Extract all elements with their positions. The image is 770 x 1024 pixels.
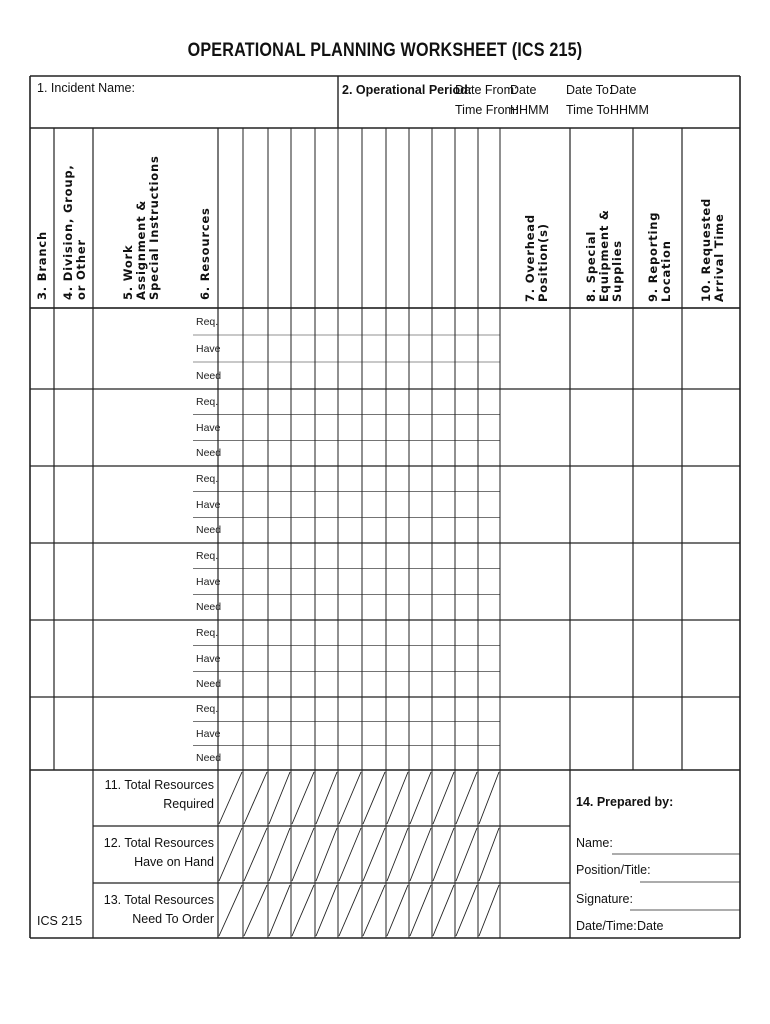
time-to-label: Time To: [566, 103, 614, 117]
prepared-name-field[interactable] [612, 836, 738, 854]
totals-slash [387, 885, 408, 936]
totals-slash [339, 828, 361, 881]
row-label-have: Have [196, 652, 221, 665]
time-from-field[interactable]: HHMM [510, 103, 549, 117]
prepared-position-label: Position/Title: [576, 863, 651, 877]
row-label-have: Have [196, 498, 221, 511]
column-header-arrival-time: 10. Requested Arrival Time [699, 197, 726, 302]
total-order-label: 13. Total Resources Need To Order [103, 893, 214, 926]
column-header-division: 4. Division, Group, or Other [61, 164, 88, 300]
prepared-datetime-field[interactable]: Date [637, 919, 664, 933]
row-label-req: Req. [196, 315, 219, 328]
row-label-have: Have [196, 421, 221, 434]
time-to-field[interactable]: HHMM [610, 103, 649, 117]
totals-slash [410, 828, 431, 881]
row-label-req: Req. [196, 395, 219, 408]
form-title: OPERATIONAL PLANNING WORKSHEET (ICS 215) [187, 40, 583, 61]
date-from-field[interactable]: Date [510, 83, 537, 97]
totals-slash [219, 772, 242, 824]
row-label-have: Have [196, 342, 221, 355]
row-label-have: Have [196, 575, 221, 588]
prepared-position-field[interactable] [640, 863, 738, 881]
totals-slash [339, 772, 361, 824]
total-required-label: 11. Total Resources Required [104, 778, 214, 811]
totals-slash [316, 772, 337, 824]
totals-slash [363, 772, 385, 824]
totals-slash [410, 772, 431, 824]
row-label-req: Req. [196, 703, 219, 716]
row-label-req: Req. [196, 549, 219, 562]
incident-name-field[interactable] [150, 78, 330, 96]
incident-name-label: 1. Incident Name: [37, 81, 135, 95]
prepared-signature-label: Signature: [576, 892, 633, 906]
row-label-need: Need [196, 369, 222, 382]
column-header-reporting: 9. Reporting Location [646, 211, 673, 302]
prepared-datetime-label: Date/Time: [576, 919, 637, 933]
totals-slash [244, 885, 267, 936]
column-header-resources: 6. Resources [198, 207, 212, 300]
row-label-need: Need [196, 601, 222, 614]
totals-slash [244, 828, 267, 881]
column-header-equipment: 8. Special Equipment & Supplies [584, 209, 624, 302]
date-to-label: Date To: [566, 83, 613, 97]
totals-slash [479, 828, 499, 881]
row-label-have: Have [196, 727, 221, 740]
totals-slash [219, 828, 242, 881]
row-label-need: Need [196, 678, 222, 691]
prepared-name-label: Name: [576, 836, 613, 850]
prepared-signature-field[interactable] [630, 892, 738, 910]
date-to-field[interactable]: Date [610, 83, 637, 97]
totals-slash [433, 885, 454, 936]
row-label-need: Need [196, 524, 222, 537]
totals-slash [433, 772, 454, 824]
totals-slash [363, 828, 385, 881]
totals-slash [269, 772, 290, 824]
totals-slash [244, 772, 267, 824]
totals-slash [269, 885, 290, 936]
totals-slash [456, 772, 477, 824]
totals-slash [316, 828, 337, 881]
totals-slash [363, 885, 385, 936]
totals-slash [316, 885, 337, 936]
row-label-req: Req. [196, 626, 219, 639]
time-from-label: Time From: [455, 103, 519, 117]
operational-period-label: 2. Operational Period: [342, 83, 472, 97]
prepared-by-heading: 14. Prepared by: [576, 795, 674, 809]
totals-slash [410, 885, 431, 936]
totals-slash [219, 885, 242, 936]
totals-slash [292, 828, 314, 881]
totals-slash [456, 885, 477, 936]
form-id: ICS 215 [37, 914, 83, 928]
totals-slash [479, 772, 499, 824]
totals-slash [479, 885, 499, 936]
row-label-need: Need [196, 751, 222, 764]
date-from-label: Date From: [455, 83, 518, 97]
totals-slash [292, 885, 314, 936]
total-have-label: 12. Total Resources Have on Hand [103, 836, 214, 869]
totals-slash [269, 828, 290, 881]
totals-slash [339, 885, 361, 936]
column-header-branch: 3. Branch [35, 231, 49, 300]
totals-slash [387, 772, 408, 824]
row-label-req: Req. [196, 472, 219, 485]
row-label-need: Need [196, 447, 222, 460]
totals-slash [292, 772, 314, 824]
column-header-overhead: 7. Overhead Position(s) [523, 214, 550, 302]
column-header-work-assignment: 5. Work Assignment & Special Instructions [121, 155, 161, 300]
totals-slash [456, 828, 477, 881]
totals-slash [433, 828, 454, 881]
totals-slash [387, 828, 408, 881]
